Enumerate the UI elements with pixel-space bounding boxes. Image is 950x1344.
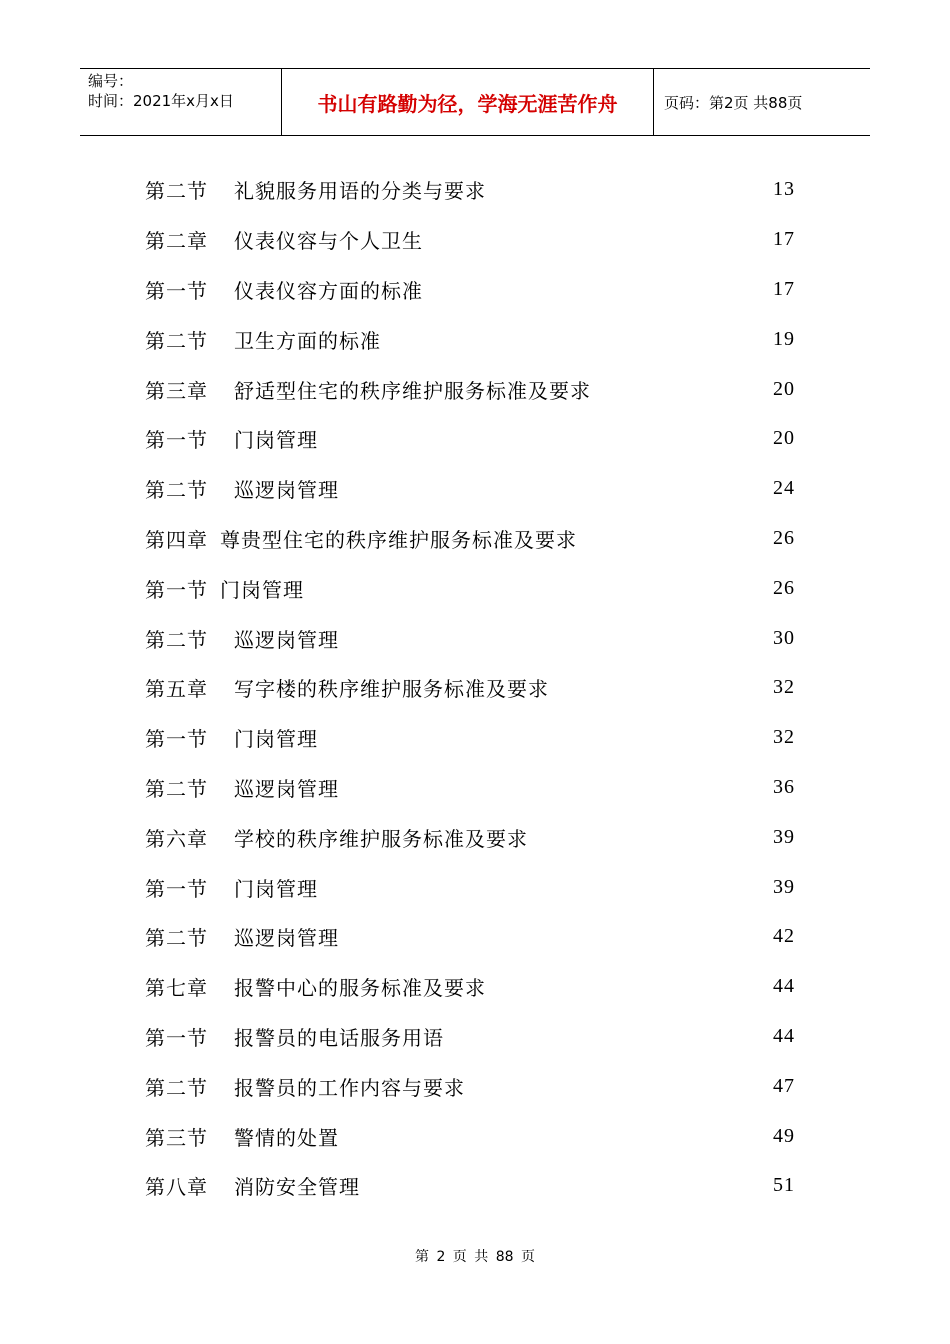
toc-entry-title: 仪表仪容方面的标准 — [234, 278, 423, 303]
toc-entry-number: 第一节 — [145, 876, 208, 901]
toc-entry[interactable] — [145, 1061, 795, 1111]
toc-entry-title: 门岗管理 — [234, 727, 318, 752]
toc-entry-page: 20 — [773, 427, 795, 450]
toc-entry[interactable] — [145, 364, 795, 414]
toc-entry-title: 卫生方面的标准 — [234, 328, 381, 353]
toc-entry-title: 报警员的工作内容与要求 — [234, 1075, 465, 1100]
toc-entry-title: 消防安全管理 — [234, 1175, 360, 1200]
toc-entry-page: 44 — [773, 975, 795, 998]
toc-entry[interactable] — [145, 464, 795, 514]
toc-entry-number: 第六章 — [145, 826, 208, 851]
toc-entry-page: 26 — [773, 576, 795, 599]
toc-entry-page: 13 — [773, 178, 795, 201]
toc-entry-page: 17 — [773, 277, 795, 300]
document-number-label: 编号： — [88, 72, 134, 90]
toc-entry-number: 第二节 — [145, 478, 208, 503]
toc-entry[interactable] — [145, 514, 795, 564]
toc-entry-title: 报警中心的服务标准及要求 — [234, 976, 486, 1001]
toc-entry-page: 24 — [773, 477, 795, 500]
toc-entry-number: 第三章 — [145, 378, 208, 403]
toc-entry-page: 19 — [773, 327, 795, 350]
toc-entry-number: 第一节 — [145, 1025, 208, 1050]
toc-entry-title: 学校的秩序维护服务标准及要求 — [234, 826, 528, 851]
toc-entry[interactable] — [145, 165, 795, 215]
toc-entry-title: 写字楼的秩序维护服务标准及要求 — [234, 677, 549, 702]
toc-entry-number: 第七章 — [145, 976, 208, 1001]
toc-entry-page: 32 — [773, 726, 795, 749]
toc-entry[interactable] — [145, 912, 795, 962]
toc-entry-number: 第二节 — [145, 627, 208, 652]
toc-entry-number: 第一节 — [145, 727, 208, 752]
header-motto: 书山有路勤为径，学海无涯苦作舟 — [282, 69, 654, 135]
toc-entry[interactable] — [145, 862, 795, 912]
toc-entry[interactable] — [145, 613, 795, 663]
toc-entry-page: 44 — [773, 1024, 795, 1047]
table-of-contents — [145, 165, 795, 1211]
toc-entry-page: 17 — [773, 228, 795, 251]
toc-entry-title: 门岗管理 — [220, 577, 304, 602]
toc-entry[interactable] — [145, 265, 795, 315]
toc-entry-page: 39 — [773, 875, 795, 898]
toc-entry-page: 30 — [773, 626, 795, 649]
toc-entry-title: 礼貌服务用语的分类与要求 — [234, 179, 486, 204]
toc-entry[interactable] — [145, 962, 795, 1012]
toc-entry-page: 42 — [773, 925, 795, 948]
toc-entry[interactable] — [145, 713, 795, 763]
toc-entry-title: 巡逻岗管理 — [234, 478, 339, 503]
toc-entry-title: 门岗管理 — [234, 428, 318, 453]
toc-entry[interactable] — [145, 414, 795, 464]
toc-entry[interactable] — [145, 663, 795, 713]
toc-entry-title: 尊贵型住宅的秩序维护服务标准及要求 — [220, 527, 577, 552]
page-footer: 第 2 页 共 88 页 — [415, 1249, 535, 1265]
toc-entry[interactable] — [145, 763, 795, 813]
toc-entry-page: 26 — [773, 526, 795, 549]
toc-entry-number: 第二节 — [145, 328, 208, 353]
toc-entry-page: 36 — [773, 775, 795, 798]
toc-entry-number: 第一节 — [145, 577, 208, 602]
toc-entry-number: 第八章 — [145, 1175, 208, 1200]
toc-entry-title: 仪表仪容与个人卫生 — [234, 229, 423, 254]
header-meta — [80, 69, 282, 135]
toc-entry-title: 巡逻岗管理 — [234, 776, 339, 801]
toc-entry[interactable] — [145, 812, 795, 862]
document-date: 时间：2021年x月x日 — [88, 92, 234, 110]
toc-entry[interactable] — [145, 563, 795, 613]
toc-entry-number: 第二节 — [145, 179, 208, 204]
toc-entry-number: 第四章 — [145, 527, 208, 552]
toc-entry-page: 39 — [773, 825, 795, 848]
toc-entry-number: 第二章 — [145, 229, 208, 254]
toc-entry[interactable] — [145, 1012, 795, 1062]
toc-entry-title: 巡逻岗管理 — [234, 627, 339, 652]
toc-entry-number: 第二节 — [145, 926, 208, 951]
toc-entry-page: 51 — [773, 1174, 795, 1197]
toc-entry[interactable] — [145, 215, 795, 265]
toc-entry-number: 第二节 — [145, 1075, 208, 1100]
toc-entry-page: 32 — [773, 676, 795, 699]
page-header — [80, 68, 870, 136]
toc-entry[interactable] — [145, 1111, 795, 1161]
toc-entry-number: 第二节 — [145, 776, 208, 801]
toc-entry[interactable] — [145, 1161, 795, 1211]
toc-entry-title: 警情的处置 — [234, 1125, 339, 1150]
toc-entry-title: 门岗管理 — [234, 876, 318, 901]
toc-entry-page: 47 — [773, 1074, 795, 1097]
toc-entry-title: 舒适型住宅的秩序维护服务标准及要求 — [234, 378, 591, 403]
toc-entry-page: 49 — [773, 1124, 795, 1147]
toc-entry-number: 第一节 — [145, 278, 208, 303]
toc-entry-title: 报警员的电话服务用语 — [234, 1025, 444, 1050]
toc-entry-number: 第一节 — [145, 428, 208, 453]
header-page-info: 页码：第2页 共88页 — [664, 93, 803, 112]
toc-entry[interactable] — [145, 314, 795, 364]
toc-entry-number: 第五章 — [145, 677, 208, 702]
toc-entry-title: 巡逻岗管理 — [234, 926, 339, 951]
toc-entry-number: 第三节 — [145, 1125, 208, 1150]
toc-entry-page: 20 — [773, 377, 795, 400]
